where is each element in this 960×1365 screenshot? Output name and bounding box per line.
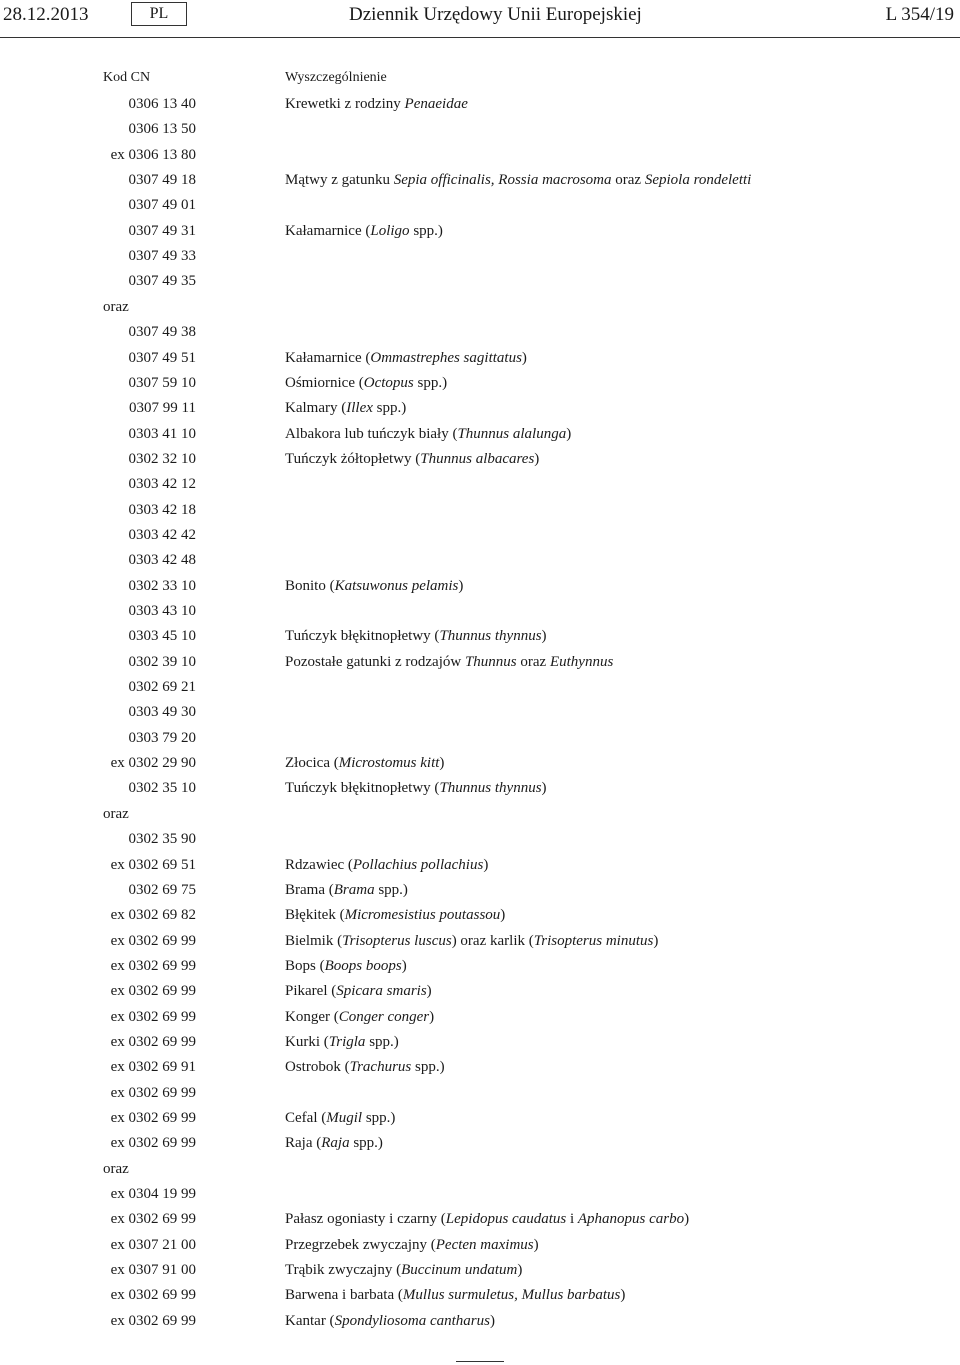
- journal-title: Dziennik Urzędowy Unii Europejskiej: [349, 4, 642, 25]
- table-row: [0, 350, 960, 372]
- latin-name: Mullus surmuletus, Mullus barbatus: [402, 1287, 621, 1304]
- description: [285, 882, 408, 899]
- table-row: [0, 1059, 960, 1081]
- description-text: ): [653, 932, 659, 949]
- description-text: spp.): [372, 400, 407, 417]
- description-text: spp.): [413, 374, 448, 391]
- latin-name: Euthynnus: [549, 653, 614, 670]
- description-text: oraz: [516, 653, 550, 670]
- table-row: [0, 1287, 960, 1309]
- description: [285, 578, 463, 595]
- conjunction-label: oraz: [103, 1160, 129, 1177]
- description-text: spp.): [349, 1135, 383, 1152]
- description-text: Pałasz ogoniasty i czarny (: [285, 1211, 446, 1228]
- latin-name: Micromesistius poutassou: [344, 907, 501, 924]
- description-text: Błękitek (: [285, 907, 345, 924]
- description-text: ): [541, 780, 547, 797]
- header-rule: [0, 37, 960, 38]
- latin-name: Pollachius pollachius: [352, 856, 484, 873]
- column-header-description: Wyszczególnienie: [285, 70, 387, 85]
- description-text: Raja (: [285, 1135, 322, 1152]
- cn-code: 0302 69 75: [128, 881, 196, 898]
- cn-code: ex 0302 69 99: [110, 1033, 196, 1050]
- description-text: ): [566, 425, 572, 442]
- description-text: spp.): [374, 881, 408, 898]
- table-row: [0, 1211, 960, 1233]
- footer-rule: [456, 1361, 504, 1362]
- cn-code: 0306 13 40: [128, 96, 196, 112]
- description-text: ): [401, 957, 407, 974]
- table-row: [0, 578, 960, 600]
- cn-code: ex 0302 29 90: [110, 755, 196, 772]
- cn-code: 0302 32 10: [128, 450, 196, 467]
- cn-code: ex 0302 69 99: [110, 957, 196, 974]
- cn-code: ex 0302 69 99: [110, 1135, 196, 1152]
- description: [285, 1313, 495, 1330]
- description-text: ): [533, 1236, 539, 1253]
- latin-name: Penaeidae: [404, 96, 468, 112]
- cn-code: 0302 39 10: [128, 653, 196, 670]
- description-text: ): [439, 755, 445, 772]
- description-text: Kantar (: [285, 1312, 335, 1329]
- cn-code: ex 0302 69 99: [110, 1287, 196, 1304]
- description: [285, 223, 443, 240]
- description-text: spp.): [362, 1110, 396, 1126]
- latin-name: Microstomus kitt: [338, 755, 440, 772]
- cn-code: 0302 69 21: [128, 679, 196, 696]
- table-row: [0, 857, 960, 879]
- cn-code: 0303 45 10: [128, 628, 196, 645]
- latin-name: Boops boops: [324, 957, 402, 974]
- description-text: ): [620, 1287, 626, 1304]
- latin-name: Sepiola rondeletti: [644, 172, 752, 189]
- description-text: Ośmiornice (: [285, 374, 364, 391]
- cn-code: ex 0302 69 51: [110, 856, 196, 873]
- description: [285, 172, 751, 189]
- table-row: [0, 451, 960, 473]
- table-row: [0, 121, 960, 143]
- cn-code: 0307 49 18: [128, 172, 196, 189]
- description-text: Kurki (: [285, 1033, 329, 1050]
- description-text: Kałamarnice (: [285, 349, 371, 366]
- latin-name: Thunnus albacares: [420, 450, 535, 467]
- description-text: Kałamarnice (: [285, 222, 371, 239]
- latin-name: Lepidopus caudatus: [445, 1211, 567, 1228]
- table-row: [0, 552, 960, 574]
- cn-code: 0307 49 33: [128, 248, 196, 265]
- description-text: Brama (: [285, 881, 334, 898]
- description-text: Trąbik zwyczajny (: [285, 1262, 402, 1279]
- description: [285, 400, 406, 417]
- cn-code: 0302 35 90: [128, 831, 196, 848]
- table-row: [0, 172, 960, 194]
- latin-name: Katsuwonus pelamis: [334, 577, 459, 594]
- table-row: [0, 96, 960, 118]
- description: [285, 96, 468, 113]
- description-text: Konger (: [285, 1008, 339, 1025]
- description-text: ): [483, 856, 489, 873]
- table-row: [0, 933, 960, 955]
- cn-code: ex 0302 69 99: [110, 1008, 196, 1025]
- table-row: [0, 780, 960, 802]
- table-row: [0, 527, 960, 549]
- description: [285, 1287, 625, 1304]
- table-row: [0, 1034, 960, 1056]
- latin-name: Thunnus thynnus: [439, 628, 542, 645]
- table-row: [0, 147, 960, 169]
- description-text: oraz: [611, 172, 645, 189]
- description: [285, 1237, 539, 1254]
- table-row: [0, 806, 960, 828]
- description-text: Ostrobok (: [285, 1059, 350, 1076]
- description-text: Bonito (: [285, 577, 335, 594]
- table-row: [0, 1186, 960, 1208]
- description: [285, 780, 547, 797]
- latin-name: Buccinum undatum: [401, 1262, 518, 1279]
- cn-code: ex 0306 13 80: [110, 146, 196, 163]
- latin-name: Trisopterus luscus: [342, 932, 452, 949]
- table-row: [0, 273, 960, 295]
- description-text: spp.): [411, 1059, 445, 1076]
- latin-name: Thunnus alalunga: [457, 425, 567, 442]
- table-row: [0, 197, 960, 219]
- cn-code: ex 0302 69 99: [110, 932, 196, 949]
- table-row: [0, 983, 960, 1005]
- description: [285, 755, 444, 772]
- table-row: [0, 704, 960, 726]
- description: [285, 933, 658, 950]
- description-text: ): [541, 628, 547, 645]
- table-row: [0, 628, 960, 650]
- table-row: [0, 1161, 960, 1183]
- table-row: [0, 907, 960, 929]
- description-text: ) oraz karlik (: [451, 932, 534, 949]
- latin-name: Conger conger: [338, 1008, 430, 1025]
- latin-name: Pecten maximus: [435, 1236, 534, 1253]
- cn-code: 0303 43 10: [128, 603, 196, 619]
- column-header-code: Kod CN: [103, 70, 151, 85]
- cn-code: ex 0302 69 91: [110, 1059, 196, 1076]
- description-text: Tuńczyk błękitnopłetwy (: [285, 628, 440, 645]
- description-text: Tuńczyk błękitnopłetwy (: [285, 780, 440, 797]
- latin-name: Illex: [346, 400, 373, 417]
- latin-name: Trigla: [328, 1033, 366, 1050]
- description-text: Albakora lub tuńczyk biały (: [285, 425, 458, 442]
- latin-name: Spondyliosoma cantharus: [334, 1312, 490, 1329]
- table-row: [0, 1085, 960, 1107]
- conjunction-label: oraz: [103, 298, 129, 315]
- table-row: [0, 730, 960, 752]
- cn-code: 0302 35 10: [128, 780, 196, 797]
- description: [285, 1009, 434, 1026]
- description-text: Pikarel (: [285, 983, 337, 1000]
- description: [285, 958, 407, 975]
- language-badge: PL: [131, 2, 187, 26]
- cn-code: 0307 99 11: [129, 400, 196, 417]
- description: [285, 375, 447, 392]
- table-row: [0, 958, 960, 980]
- table-row: [0, 476, 960, 498]
- cn-code: ex 0302 69 99: [110, 1211, 196, 1228]
- cn-code: 0303 42 42: [128, 526, 196, 543]
- description-text: Rdzawiec (: [285, 856, 353, 873]
- table-row: [0, 299, 960, 321]
- description-text: ): [521, 349, 527, 366]
- description-text: Bielmik (: [285, 932, 343, 949]
- table-row: [0, 654, 960, 676]
- table-row: [0, 375, 960, 397]
- cn-code: 0307 59 10: [128, 374, 196, 391]
- header-date: 28.12.2013: [3, 4, 89, 25]
- description-text: Pozostałe gatunki z rodzajów: [285, 653, 465, 670]
- cn-code: 0303 42 48: [128, 552, 196, 569]
- table-row: [0, 1009, 960, 1031]
- description-text: Kalmary (: [285, 400, 347, 417]
- description-text: Bops (: [285, 957, 325, 974]
- table-row: [0, 400, 960, 422]
- cn-code: 0302 33 10: [128, 577, 196, 594]
- table-row: [0, 502, 960, 524]
- table-row: [0, 1135, 960, 1157]
- latin-name: Raja: [321, 1135, 350, 1152]
- cn-code: 0303 42 12: [128, 476, 196, 493]
- page-header: [0, 2, 960, 36]
- description: [285, 1059, 445, 1076]
- description: [285, 350, 527, 367]
- table-row: [0, 248, 960, 270]
- description-text: Przegrzebek zwyczajny (: [285, 1236, 436, 1253]
- cn-code: ex 0302 69 99: [110, 983, 196, 1000]
- description: [285, 628, 547, 645]
- description: [285, 654, 613, 671]
- cn-code: ex 0304 19 99: [110, 1186, 196, 1203]
- description-text: Tuńczyk żółtopłetwy (: [285, 450, 421, 467]
- table-row: [0, 1237, 960, 1259]
- description: [285, 907, 505, 924]
- description-text: ): [500, 907, 506, 924]
- latin-name: Thunnus: [464, 653, 517, 670]
- latin-name: Loligo: [370, 222, 410, 239]
- table-row: [0, 223, 960, 245]
- conjunction-label: oraz: [103, 805, 129, 822]
- description-text: Cefal (: [285, 1110, 327, 1126]
- description-text: i: [566, 1211, 578, 1228]
- latin-name: Brama: [333, 881, 375, 898]
- description: [285, 1135, 383, 1152]
- table-row: [0, 755, 960, 777]
- table-row: [0, 603, 960, 625]
- table-row: [0, 679, 960, 701]
- latin-name: Ommastrephes sagittatus: [370, 349, 522, 366]
- description-text: ): [517, 1262, 523, 1279]
- latin-name: Trisopterus minutus: [533, 932, 654, 949]
- latin-name: Thunnus thynnus: [439, 780, 542, 797]
- latin-name: Spicara smaris: [336, 983, 427, 1000]
- description: [285, 1211, 689, 1228]
- table-row: [0, 426, 960, 448]
- cn-code: 0307 49 01: [128, 197, 196, 214]
- description-text: ): [458, 577, 464, 594]
- table-row: [0, 324, 960, 346]
- latin-name: Aphanopus carbo: [577, 1211, 685, 1228]
- description-text: ): [489, 1312, 495, 1329]
- cn-code: 0303 49 30: [128, 704, 196, 721]
- description-text: ): [426, 983, 432, 1000]
- description-text: Mątwy z gatunku: [285, 172, 394, 189]
- cn-code: 0307 49 35: [128, 273, 196, 290]
- cn-code: 0307 49 51: [128, 349, 196, 366]
- description-text: spp.): [365, 1033, 399, 1050]
- description: [285, 451, 539, 468]
- description: [285, 1110, 395, 1127]
- latin-name: Mugil: [326, 1110, 363, 1126]
- description-text: spp.): [409, 222, 443, 239]
- description-text: ): [534, 450, 540, 467]
- description-text: ): [684, 1211, 690, 1228]
- description-text: Krewetki z rodziny: [285, 96, 405, 112]
- description: [285, 1262, 522, 1279]
- cn-code: 0306 13 50: [128, 121, 196, 138]
- table-row: [0, 882, 960, 904]
- cn-code: ex 0302 69 99: [110, 1312, 196, 1329]
- table-row: [0, 1110, 960, 1132]
- description: [285, 1034, 399, 1051]
- cn-code: ex 0307 21 00: [110, 1236, 196, 1253]
- table-row: [0, 1313, 960, 1335]
- cn-code: 0303 41 10: [128, 425, 196, 442]
- page-reference: L 354/19: [885, 4, 954, 25]
- latin-name: Sepia officinalis, Rossia macrosoma: [393, 172, 612, 189]
- cn-code: 0303 79 20: [128, 729, 196, 746]
- cn-code: ex 0302 69 82: [110, 907, 196, 924]
- cn-code: 0307 49 38: [128, 324, 196, 341]
- description: [285, 983, 432, 1000]
- cn-code: ex 0302 69 99: [110, 1084, 196, 1101]
- cn-code: ex 0307 91 00: [110, 1262, 196, 1279]
- description: [285, 426, 571, 443]
- table-row: [0, 831, 960, 853]
- cn-code: 0303 42 18: [128, 501, 196, 518]
- description: [285, 857, 488, 874]
- latin-name: Octopus: [363, 374, 414, 391]
- description-text: ): [429, 1008, 435, 1025]
- description-text: Barwena i barbata (: [285, 1287, 403, 1304]
- cn-code: ex 0302 69 99: [110, 1110, 196, 1126]
- table-row: [0, 1262, 960, 1284]
- cn-code: 0307 49 31: [128, 222, 196, 239]
- description-text: Złocica (: [285, 755, 339, 772]
- latin-name: Trachurus: [349, 1059, 412, 1076]
